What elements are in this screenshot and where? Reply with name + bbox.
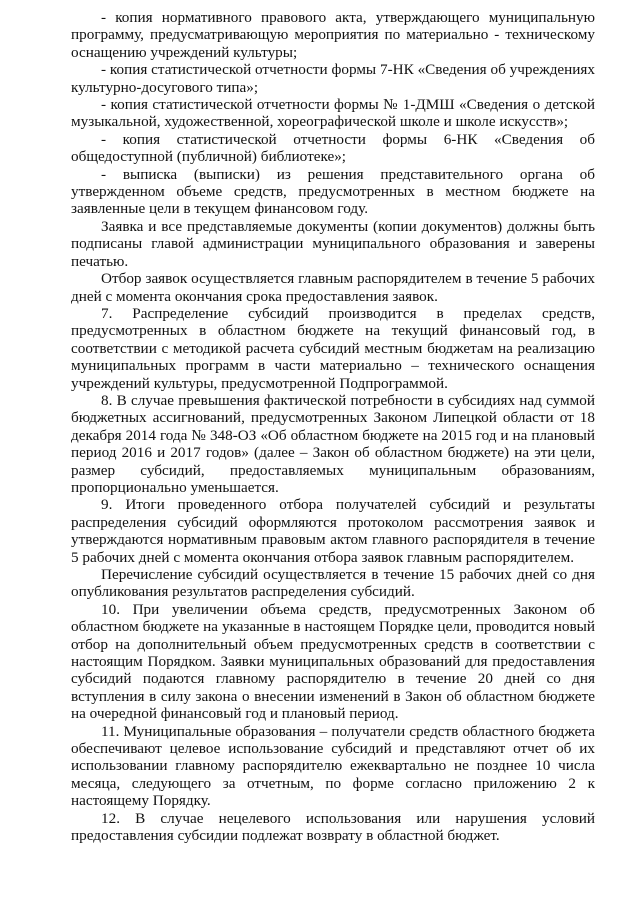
document-page bbox=[71, 9, 595, 845]
paragraph-transfer-term: Перечисление субсидий осуществляется в течение 15 рабочих дней со дня опубликования результатов распределения субсидий. bbox=[71, 566, 595, 601]
paragraph-item-7: 7. Распределение субсидий производится в пределах средств, предусмотренных в областном бюджете на текущий финансовый год, в соответствии с методикой расчета субсидий местным бюджетам на реализацию муниципальных программ в части материально – технического оснащения учреждений культуры, предусмотренной Подпрограммой. bbox=[71, 304, 595, 392]
paragraph-copy-form-6nk: - копия статистической отчетности формы 6-НК «Сведения об общедоступной (публичной) библиотеке»; bbox=[71, 130, 595, 166]
paragraph-copy-form-1dmsh: - копия статистической отчетности формы № 1-ДМШ «Сведения о детской музыкальной, художественной, хореографической школе и школе искусств»; bbox=[71, 96, 595, 131]
paragraph-signature-requirement: Заявка и все представляемые документы (копии документов) должны быть подписаны главой администрации муниципального образования и заверены печатью. bbox=[71, 217, 595, 270]
paragraph-item-11: 11. Муниципальные образования – получатели средств областного бюджета обеспечивают целевое использование субсидий и представляют отчет об их использовании главному распорядителю ежеквартально не позднее 10 числа месяца, следующего за отчетным, по форме согласно приложению 2 к настоящему Порядку. bbox=[71, 722, 595, 810]
paragraph-selection-deadline: Отбор заявок осуществляется главным распорядителем в течение 5 рабочих дней с момента окончания срока предоставления заявок. bbox=[71, 270, 595, 305]
paragraph-budget-extract: - выписка (выписки) из решения представительного органа об утвержденном объеме средств, предусмотренных в местном бюджете на заявленные цели в текущем финансовом году. bbox=[71, 165, 595, 218]
paragraph-copy-program-act: - копия нормативного правового акта, утверждающего муниципальную программу, предусматривающую мероприятия по материально - техническому оснащению учреждений культуры; bbox=[71, 9, 595, 61]
paragraph-item-10: 10. При увеличении объема средств, предусмотренных Законом об областном бюджете на указанные в настоящем Порядке цели, проводится новый отбор на дополнительный объем предусмотренных средств в соответствии с настоящим Порядком. Заявки муниципальных образований для предоставления субсидий подаются главному распорядителю в течение 20 дней со дня вступления в силу закона о внесении изменений в Закон об областном бюджете на очередной финансовый год и плановый период. bbox=[71, 600, 595, 723]
paragraph-item-8: 8. В случае превышения фактической потребности в субсидиях над суммой бюджетных ассигнований, предусмотренных Законом Липецкой области от 18 декабря 2014 года № 348-ОЗ «Об областном бюджете на 2015 год и на плановый период 2016 и 2017 годов» (далее – Закон об областном бюджете) на эти цели, размер субсидий, предоставляемых муниципальным образованиям, пропорционально уменьшается. bbox=[71, 391, 595, 496]
paragraph-item-9: 9. Итоги проведенного отбора получателей субсидий и результаты распределения субсидий оформляются протоколом рассмотрения заявок и утверждаются нормативным правовым актом главного распорядителя в течение 5 рабочих дней с момента окончания отбора заявок главным распорядителем. bbox=[71, 496, 595, 566]
paragraph-copy-form-7nk: - копия статистической отчетности формы 7-НК «Сведения об учреждениях культурно-досугового типа»; bbox=[71, 61, 595, 96]
paragraph-item-12: 12. В случае нецелевого использования или нарушения условий предоставления субсидии подлежат возврату в областной бюджет. bbox=[71, 809, 595, 845]
